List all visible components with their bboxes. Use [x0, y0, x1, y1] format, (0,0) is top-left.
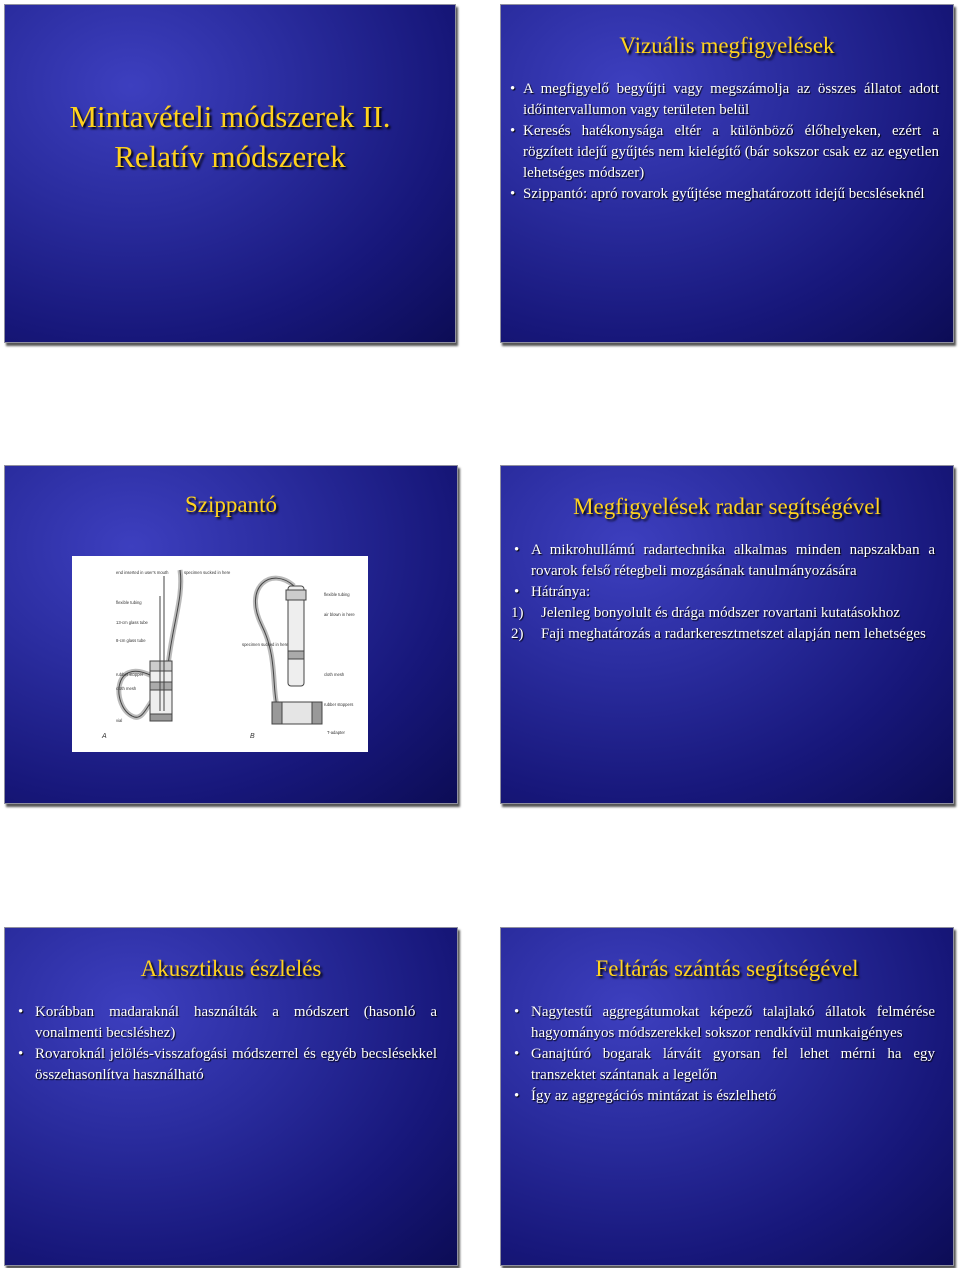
slide-1-title-line1: Mintavételi módszerek II. — [69, 99, 391, 134]
slide-2-bullet: • A megfigyelő begyűjti vagy megszámolja az összes állatot adott időintervallumon vagy területen belül — [509, 79, 939, 121]
slide-2-bullet: • Szippantó: apró rovarok gyűjtése meghatározott idejű becsléseknél — [509, 184, 939, 205]
slide-6-body — [511, 1002, 935, 1107]
slide-1-title-line2: Relatív módszerek — [114, 139, 346, 174]
a-label-stopper: rubber stopper — [116, 672, 144, 677]
b-label-mesh: cloth mesh — [324, 672, 345, 677]
a-label-specimen: specimen sucked in here — [184, 570, 231, 575]
slide-5-bullet: • Rovaroknál jelölés-visszafogási módszerrel és egyéb becslésekkel összehasonlítva használható — [15, 1044, 437, 1086]
slide-1-title — [5, 97, 455, 177]
b-label-tadapter: T-adapter — [327, 730, 345, 735]
slide-2-body — [509, 79, 939, 205]
slide-4-numbered-item — [511, 603, 935, 624]
slide-5-bullet: • Korábban madaraknál használták a módszert (hasonló a vonalmenti becsléshez) — [15, 1002, 437, 1044]
slide-6 — [500, 927, 954, 1266]
slide-4-bullet: • A mikrohullámú radartechnika alkalmas minden napszakban a rovarok felső rétegbeli mozgásának tanulmányozására — [511, 540, 935, 582]
slide-4-title: Megfigyelések radar segítségével — [573, 494, 881, 519]
slide-2 — [500, 4, 954, 343]
b-label-stoppers: rubber stoppers — [324, 702, 354, 707]
slide-6-title: Feltárás szántás segítségével — [595, 956, 859, 981]
a-label-vial: vial — [116, 718, 123, 723]
slide-4 — [500, 465, 954, 804]
b-label-specimen: specimen sucked in here — [242, 642, 289, 647]
slide-1 — [4, 4, 456, 343]
a-label-tubing: flexible tubing — [116, 600, 142, 605]
a-label-8cm: 8-cm glass tube — [116, 638, 146, 643]
a-label-mesh: cloth mesh — [116, 686, 137, 691]
slide-4-number: 2) — [511, 626, 524, 642]
slide-3-title: Szippantó — [185, 492, 277, 517]
slide-6-bullet: • Nagytestű aggregátumokat képező talajlakó állatok felmérése hagyományos módszerekkel sokszor rendkívül munkaigényes — [511, 1002, 935, 1044]
a-label-mouth: end inserted in user's mouth — [116, 570, 169, 575]
aspirator-a-figure — [119, 570, 181, 721]
slide-4-number: 1) — [511, 605, 524, 621]
slide-5 — [4, 927, 458, 1266]
slide-4-numbered-text: Jelenleg bonyolult és drága módszer rovartani kutatásokhoz — [541, 605, 901, 621]
figure-a-letter: A — [102, 733, 107, 740]
aspirator-diagram — [72, 556, 368, 752]
aspirator-b-figure — [255, 578, 322, 724]
slide-4-numbered-item — [511, 624, 935, 645]
figure-b-letter: B — [250, 733, 255, 740]
b-label-air: air blown in here — [324, 612, 355, 617]
slide-6-bullet: • Ganajtúró bogarak lárváit gyorsan fel lehet mérni ha egy transzektet szántanak a legelőn — [511, 1044, 935, 1086]
slide-4-numbered-text: Faji meghatározás a radarkeresztmetszet alapján nem lehetséges — [541, 626, 926, 642]
slide-4-body — [511, 540, 935, 645]
slide-5-body — [15, 1002, 437, 1086]
slide-5-title: Akusztikus észlelés — [140, 956, 322, 981]
slide-6-bullet: • Így az aggregációs mintázat is észlelhető — [511, 1086, 935, 1107]
slide-4-bullet: • Hátránya: — [511, 582, 935, 603]
a-label-13cm: 13-cm glass tube — [116, 620, 148, 625]
b-label-tubing: flexible tubing — [324, 592, 350, 597]
slide-2-title: Vizuális megfigyelések — [619, 33, 835, 58]
slide-2-bullet: • Keresés hatékonysága eltér a különböző élőhelyeken, ezért a rögzített idejű gyűjtés nem kielégítő (bár sokszor csak ez az egyetlen lehetséges módszer) — [509, 121, 939, 184]
